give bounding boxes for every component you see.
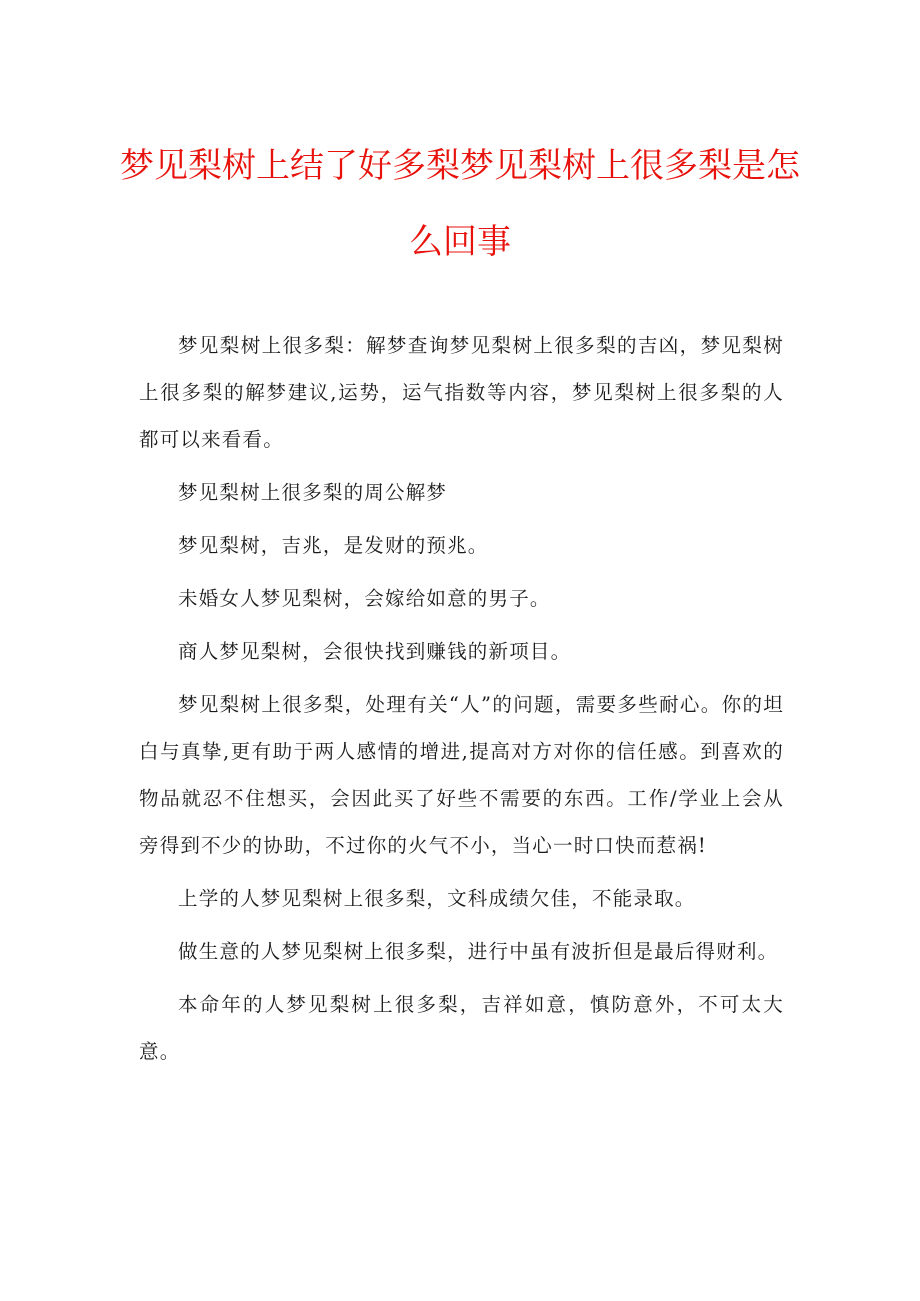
document-body [139, 322, 784, 1081]
document-title: 梦见梨树上结了好多梨梦见梨树上很多梨是怎么回事 [120, 146, 800, 262]
paragraph: 梦见梨树上很多梨：解梦查询梦见梨树上很多梨的吉凶，梦见梨树上很多梨的解梦建议,运势，运气指数等内容，梦见梨树上很多梨的人都可以来看看。 [139, 334, 784, 451]
paragraph: 本命年的人梦见梨树上很多梨，吉祥如意，慎防意外，不可太大意。 [139, 993, 784, 1063]
paragraph: 未婚女人梦见梨树，会嫁给如意的男子。 [178, 587, 551, 610]
paragraph: 商人梦见梨树，会很快找到赚钱的新项目。 [178, 640, 572, 663]
paragraph: 梦见梨树，吉兆，是发财的预兆。 [178, 534, 489, 557]
paragraph: 上学的人梦见梨树上很多梨，文科成绩欠佳，不能录取。 [178, 887, 696, 910]
paragraph: 梦见梨树上很多梨的周公解梦 [178, 481, 448, 504]
paragraph: 梦见梨树上很多梨，处理有关“人”的问题，需要多些耐心。你的坦白与真挚,更有助于两人感情的增进,提高对方对你的信任感。到喜欢的物品就忍不住想买，会因此买了好些不需要的东西。工作/学业上会从旁得到不少的协助，不过你的火气不小，当心一时口快而惹祸! [139, 693, 784, 857]
paragraph: 做生意的人梦见梨树上很多梨，进行中虽有波折但是最后得财利。 [178, 940, 779, 963]
